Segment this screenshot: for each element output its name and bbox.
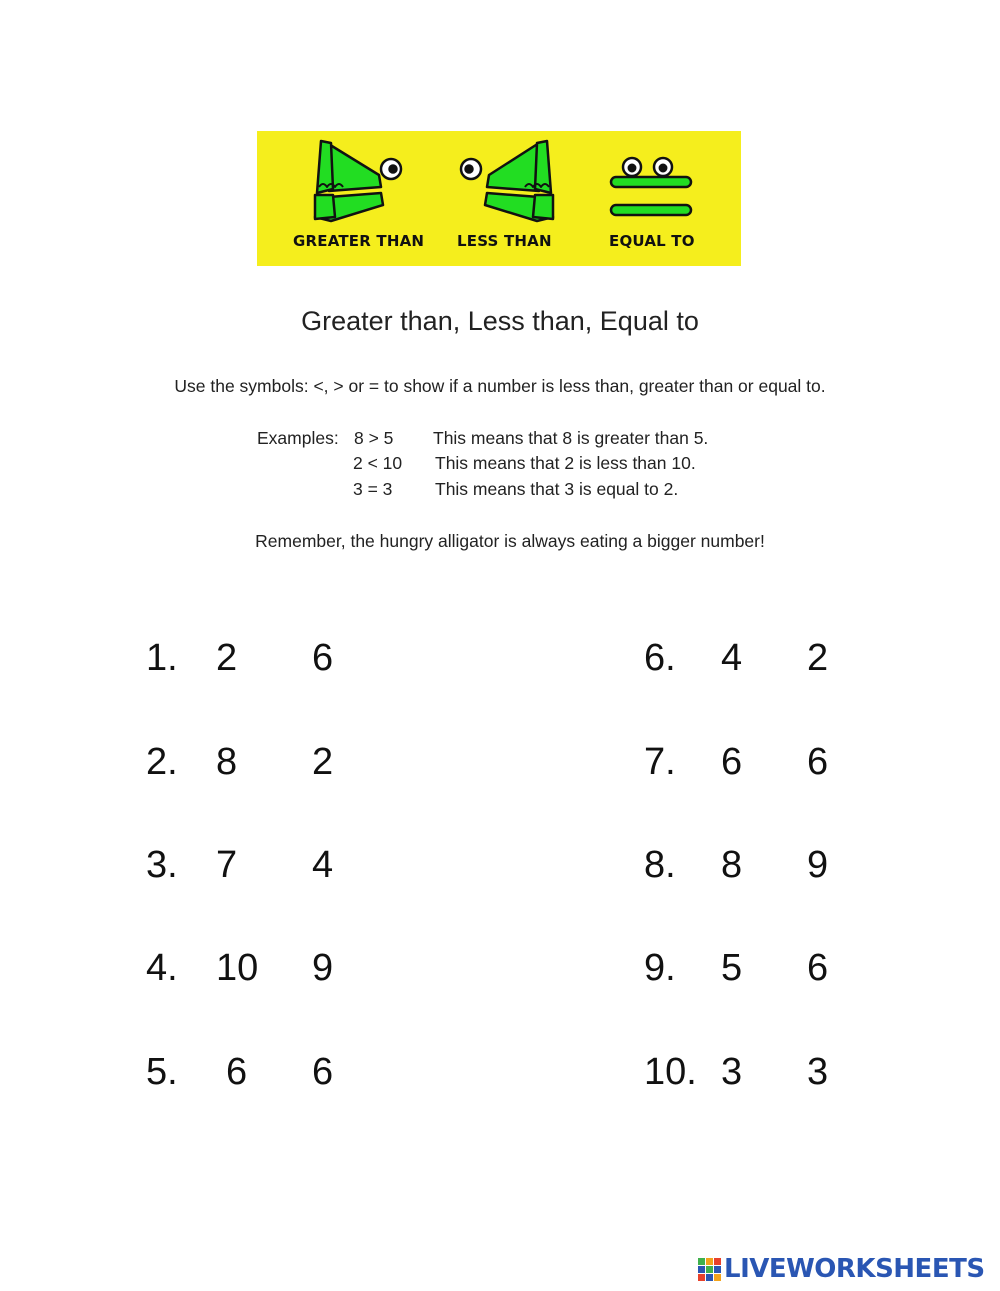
equal-to-alligator-icon <box>611 158 691 215</box>
less-than-alligator-icon <box>461 141 553 221</box>
question-right-value: 6 <box>807 741 829 783</box>
question-number: 3. <box>146 844 178 886</box>
question-number: 7. <box>644 741 676 783</box>
question-number: 4. <box>146 947 178 989</box>
logo-blocks-icon <box>698 1258 722 1282</box>
question-left-value: 7 <box>216 844 238 886</box>
example-expression: 2 < 10 <box>353 453 403 473</box>
question-left-value: 5 <box>721 947 743 989</box>
question-right-value: 2 <box>312 741 334 783</box>
worksheet-title: Greater than, Less than, Equal to <box>301 306 699 336</box>
question-left-value: 6 <box>226 1051 248 1093</box>
question-left-value: 8 <box>721 844 743 886</box>
question-number: 1. <box>146 637 178 679</box>
question-number: 9. <box>644 947 676 989</box>
greater-than-alligator-icon <box>315 141 401 221</box>
remember-note: Remember, the hungry alligator is always eating a bigger number! <box>255 531 765 551</box>
example-expression: 8 > 5 <box>354 428 394 448</box>
example-meaning: This means that 8 is greater than 5. <box>433 428 709 448</box>
question-right-value: 3 <box>807 1051 829 1093</box>
question-left-value: 6 <box>721 741 743 783</box>
question-right-value: 6 <box>807 947 829 989</box>
example-meaning: This means that 3 is equal to 2. <box>435 479 679 499</box>
question-number: 10. <box>644 1051 697 1093</box>
example-expression: 3 = 3 <box>353 479 393 499</box>
question-left-value: 10 <box>216 947 259 989</box>
question-number: 8. <box>644 844 676 886</box>
question-left-value: 8 <box>216 741 238 783</box>
less-than-label: LESS THAN <box>457 232 552 250</box>
question-right-value: 6 <box>312 1051 334 1093</box>
question-number: 2. <box>146 741 178 783</box>
example-meaning: This means that 2 is less than 10. <box>435 453 696 473</box>
question-right-value: 2 <box>807 637 829 679</box>
question-left-value: 4 <box>721 637 743 679</box>
question-number: 5. <box>146 1051 178 1093</box>
question-left-value: 3 <box>721 1051 743 1093</box>
symbols-banner <box>257 131 741 266</box>
logo-text: LIVEWORKSHEETS <box>724 1254 985 1284</box>
question-right-value: 6 <box>312 637 334 679</box>
examples-prefix: Examples: <box>257 428 339 448</box>
question-right-value: 9 <box>807 844 829 886</box>
question-left-value: 2 <box>216 637 238 679</box>
greater-than-label: GREATER THAN <box>293 232 425 250</box>
instructions-text: Use the symbols: <, > or = to show if a number is less than, greater than or equal to. <box>174 376 826 396</box>
question-right-value: 9 <box>312 947 334 989</box>
question-right-value: 4 <box>312 844 334 886</box>
equal-to-label: EQUAL TO <box>609 232 695 250</box>
question-number: 6. <box>644 637 676 679</box>
